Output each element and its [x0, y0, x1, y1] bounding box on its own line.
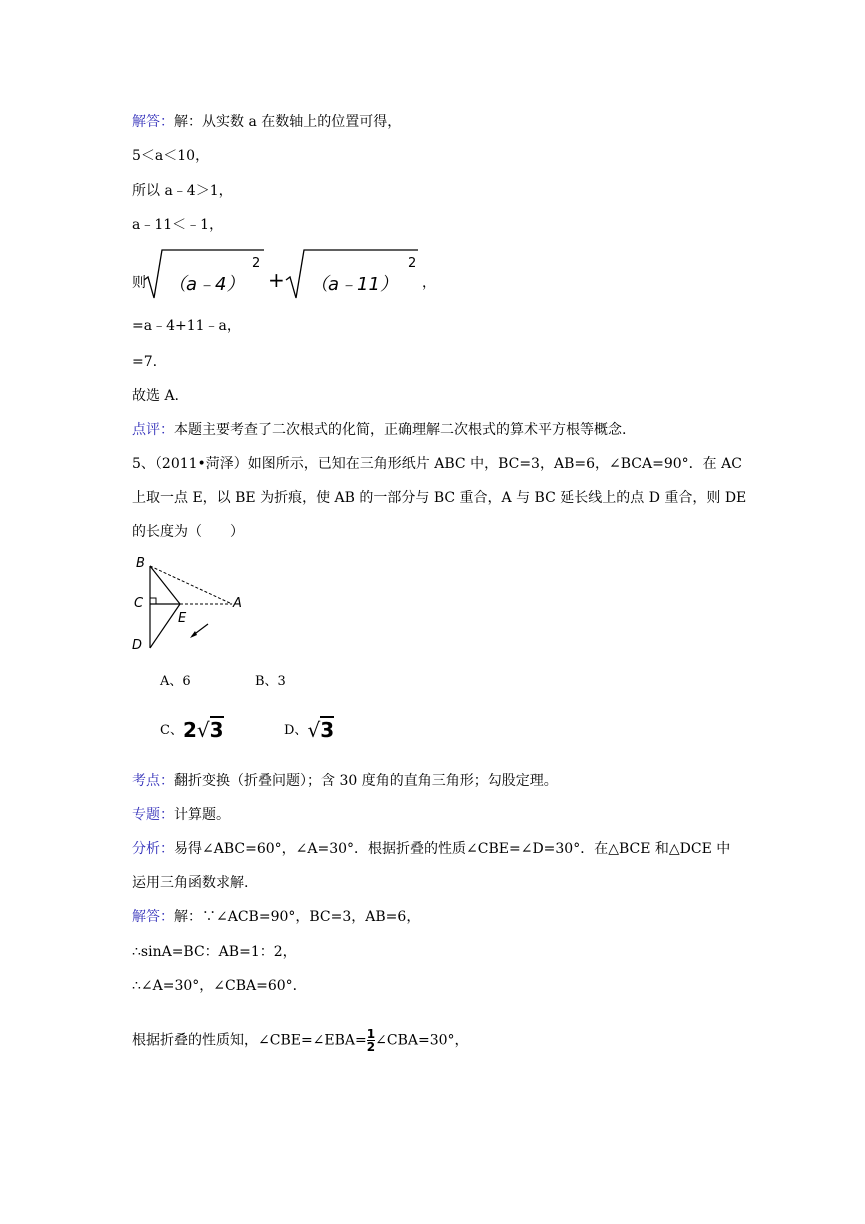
- option-b[interactable]: B、3: [255, 674, 286, 689]
- radical-expression: 则 （a﹣4） 2 + （a﹣11） 2 ，: [132, 246, 452, 304]
- review-line: 点评：本题主要考查了二次根式的化简，正确理解二次根式的算术平方根等概念.: [132, 422, 627, 438]
- zhuanti-label: 专题：: [132, 807, 174, 823]
- label-D: D: [132, 638, 143, 653]
- solution2-line4: 根据折叠的性质知，∠CBE=∠EBA= $\frac{1}{2}$ ∠CBA=30°，: [132, 1027, 469, 1054]
- option-a[interactable]: A、6: [160, 674, 191, 689]
- solution-label: 解答：: [132, 909, 174, 925]
- sqrt-sign: √: [307, 718, 321, 742]
- question5-line2: 上取一点 E，以 BE 为折痕，使 AB 的一部分与 BC 重合，A 与 BC 延长线上的点 D 重合，则 DE: [132, 490, 747, 506]
- solution1-line4: a﹣11＜﹣1，: [132, 217, 224, 233]
- exponent-a: 2: [252, 256, 261, 271]
- label-C: C: [134, 596, 144, 611]
- plus-sign: +: [268, 268, 285, 292]
- option-d[interactable]: D、√3: [284, 718, 335, 742]
- solution2-line1: 解答：解：∵∠ACB=90°，BC=3，AB=6，: [132, 909, 421, 925]
- exponent-b: 2: [408, 256, 417, 271]
- question5-line1: 5、（2011•菏泽）如图所示，已知在三角形纸片 ABC 中，BC=3，AB=6，∠BCA=90°．在 AC: [132, 456, 742, 472]
- solution1-line8: 故选 A.: [132, 388, 180, 404]
- radicand-b: （a﹣11）: [310, 274, 398, 295]
- label-B: B: [136, 556, 145, 571]
- radicand-a: （a﹣4）: [168, 274, 245, 295]
- solution2-line3: ∴∠A=30°，∠CBA=60°．: [132, 978, 307, 994]
- label-E: E: [178, 611, 187, 626]
- solution2-line2: ∴sinA=BC：AB=1：2，: [132, 944, 297, 960]
- kaodian-line: 考点：翻折变换（折叠问题）；含 30 度角的直角三角形；勾股定理。: [132, 773, 558, 789]
- fold-triangle-figure: [128, 556, 258, 656]
- solution1-line3: 所以 a﹣4＞1，: [132, 183, 233, 199]
- label-A: A: [233, 596, 242, 611]
- zhuanti-line: 专题：计算题。: [132, 807, 230, 823]
- kaodian-label: 考点：: [132, 773, 174, 789]
- review-label: 点评：: [132, 422, 174, 438]
- solution1-line2: 5＜a＜10，: [132, 148, 210, 164]
- fenxi-line2: 运用三角函数求解.: [132, 875, 249, 891]
- option-c[interactable]: C、2√3: [160, 718, 224, 742]
- fenxi-line1: 分析：易得∠ABC=60°，∠A=30°．根据折叠的性质∠CBE=∠D=30°．在△BCE 和△DCE 中: [132, 841, 731, 857]
- solution1-line1: 解答：解：从实数 a 在数轴上的位置可得，: [132, 114, 402, 130]
- solution1-line7: =7.: [132, 354, 158, 370]
- fraction-one-half: $\frac{1}{2}$: [366, 1027, 376, 1054]
- solution-label: 解答：: [132, 114, 174, 130]
- solution1-line6: =a﹣4+11﹣a，: [132, 318, 241, 334]
- question5-line3: 的长度为（ ）: [132, 524, 244, 540]
- sqrt-sign: √: [196, 718, 210, 742]
- fenxi-label: 分析：: [132, 841, 174, 857]
